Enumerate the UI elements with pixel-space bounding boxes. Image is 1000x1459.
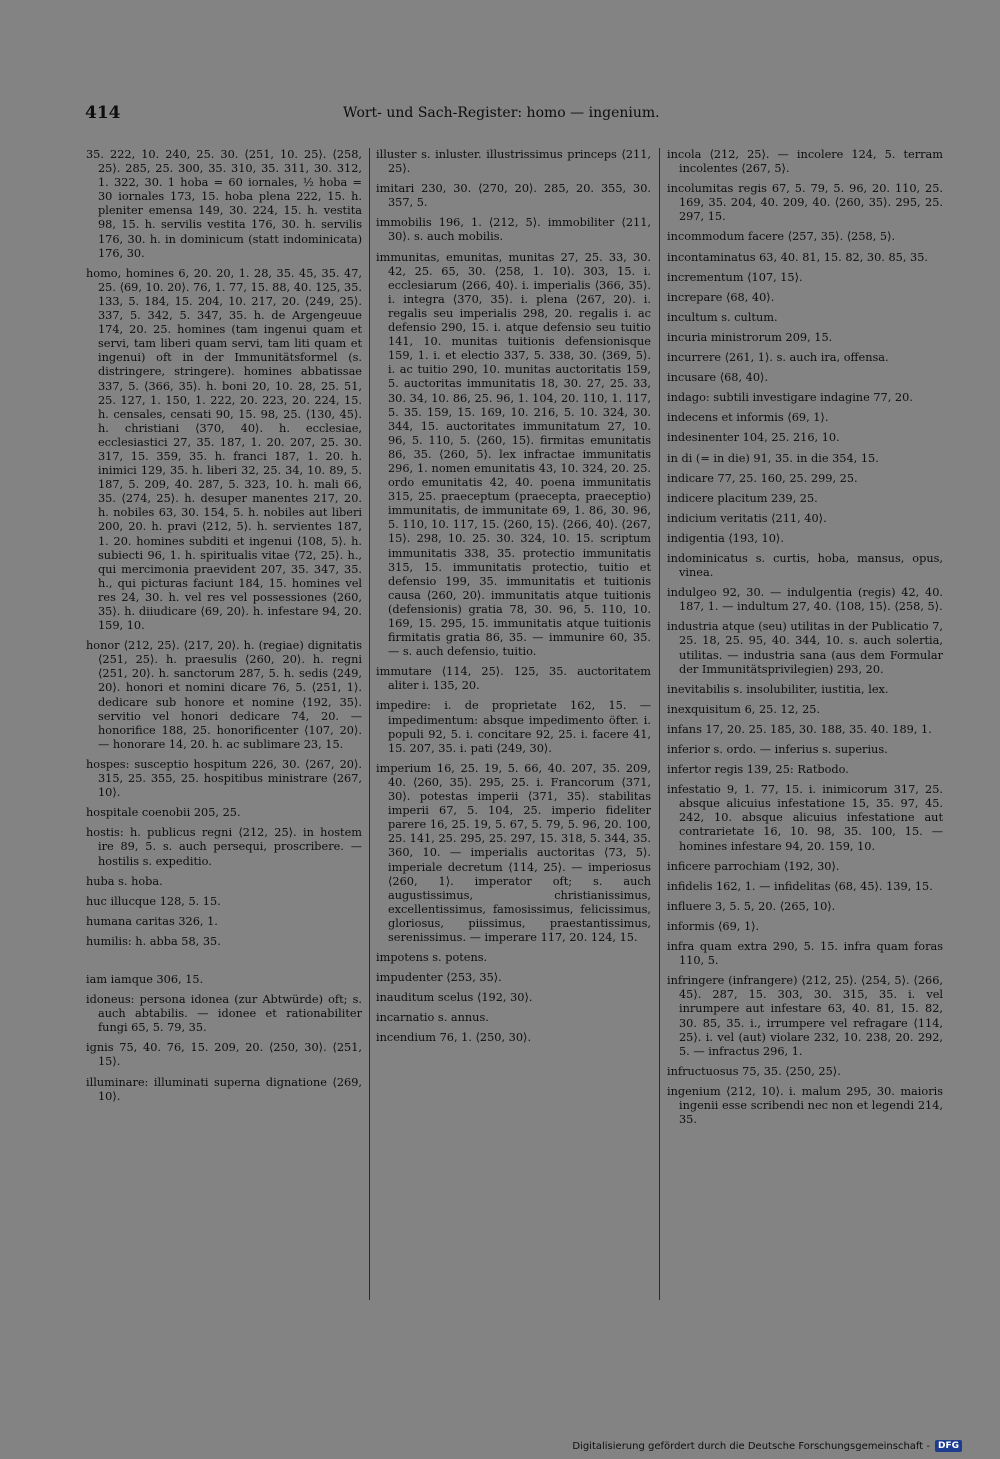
index-entry: incontaminatus 63, 40. 81, 15. 82, 30. 85, 35.: [667, 250, 928, 264]
index-entry: infra quam extra 290, 5. 15. infra quam foras 110, 5.: [667, 940, 943, 968]
index-entry: 35. 222, 10. 240, 25. 30. ⟨251, 10. 25⟩. ⟨258, 25⟩. 285, 25. 300, 35. 310, 35. 311, 30. 312, 1. 322, 30. 1 hoba = 60 iornales, ½ hoba = 30 iornales 173, 15. hoba plena 222, 15. h. pleniter emensa 149, 30. 224, 15. h. vestita 98, 15. h. servilis vestita 176, 30. h. servilis 176, 30. h. in dominicum (statt indominicata) 176, 30.: [86, 148, 362, 260]
page-header: [85, 103, 685, 129]
index-entry: infringere (infrangere) ⟨212, 25⟩. ⟨254, 5⟩. ⟨266, 45⟩. 287, 15. 303, 30. 315, 35. i. vel inrumpere aut infestare 63, 40. 81, 15. 82, 30. 85, 35. i., irrumpere vel refragare ⟨114, 25⟩. i. vel (aut) violare 232, 10. 238, 20. 292, 5. — infractus 296, 1.: [667, 974, 943, 1058]
page-number: 414: [85, 103, 121, 123]
running-title: Wort- und Sach-Register: homo — ingenium.: [343, 105, 660, 121]
column-rule: [369, 148, 370, 1300]
index-entry: infertor regis 139, 25: Ratbodo.: [667, 763, 849, 777]
index-entry: idoneus: persona idonea (zur Abtwürde) oft; s. auch abtabilis. — idonee et rationabiliter fungi 65, 5. 79, 35.: [86, 993, 362, 1035]
index-entry: incurrere ⟨261, 1⟩. s. auch ira, offensa.: [667, 351, 889, 365]
index-column-1: [86, 148, 362, 1110]
index-entry: indulgeo 92, 30. — indulgentia (regis) 42, 40. 187, 1. — indultum 27, 40. ⟨108, 15⟩. ⟨258, 5⟩.: [667, 586, 943, 614]
index-entry: impedire: i. de proprietate 162, 15. — impedimentum: absque impedimento öfter. i. populi 92, 5. i. concitare 92, 25. i. facere 41, 15. 207, 35. i. pati ⟨249, 30⟩.: [376, 699, 651, 755]
index-entry: indigentia ⟨193, 10⟩.: [667, 531, 784, 545]
index-entry: infestatio 9, 1. 77, 15. i. inimicorum 317, 25. absque alicuius infestatione 15, 35. 97, 45. 242, 10. absque alicuius infestatione aut contrarietate 16, 10. 98, 35. 100, 15. — homines infestare 94, 20. 159, 10.: [667, 783, 943, 853]
index-entry: hospitale coenobii 205, 25.: [86, 806, 241, 820]
index-entry: ingenium ⟨212, 10⟩. i. malum 295, 30. maioris ingenii esse scribendi nec non et legendi 214, 35.: [667, 1084, 943, 1127]
index-entry: infidelis 162, 1. — infidelitas ⟨68, 45⟩. 139, 15.: [667, 879, 933, 893]
index-entry: impudenter ⟨253, 35⟩.: [376, 971, 502, 985]
index-entry: incendium 76, 1. ⟨250, 30⟩.: [376, 1031, 532, 1045]
index-entry: impotens s. potens.: [376, 951, 488, 965]
index-entry: incrementum ⟨107, 15⟩.: [667, 270, 803, 284]
dfg-logo: DFG: [935, 1440, 962, 1452]
index-entry: immobilis 196, 1. ⟨212, 5⟩. immobiliter ⟨211, 30⟩. s. auch mobilis.: [376, 216, 651, 244]
index-column-3: [667, 148, 943, 1133]
index-entry: influere 3, 5. 5, 20. ⟨265, 10⟩.: [667, 899, 836, 913]
page-footer: [572, 1440, 962, 1452]
index-entry: inexquisitum 6, 25. 12, 25.: [667, 702, 821, 716]
index-entry: infans 17, 20. 25. 185, 30. 188, 35. 40. 189, 1.: [667, 722, 932, 736]
index-entry: indominicatus s. curtis, hoba, mansus, opus, vinea.: [667, 551, 943, 580]
index-entry: ignis 75, 40. 76, 15. 209, 20. ⟨250, 30⟩. ⟨251, 15⟩.: [86, 1041, 362, 1069]
index-column-2: [376, 148, 651, 1052]
index-entry: industria atque (seu) utilitas in der Publicatio 7, 25. 18, 25. 95, 40. 344, 10. s. auch solertia, utilitas. — industria sana (aus dem Formular der Immunitätsprivilegien) 293, 20.: [667, 620, 943, 676]
index-entry: increpare ⟨68, 40⟩.: [667, 290, 775, 304]
index-entry: hostis: h. publicus regni ⟨212, 25⟩. in hostem ire 89, 5. s. auch persequi, proscribere. — hostilis s. expeditio.: [86, 826, 362, 868]
index-entry: hospes: susceptio hospitum 226, 30. ⟨267, 20⟩. 315, 25. 355, 25. hospitibus ministrare ⟨267, 10⟩.: [86, 757, 362, 800]
index-entry: incola ⟨212, 25⟩. — incolere 124, 5. terram incolentes ⟨267, 5⟩.: [667, 148, 943, 176]
index-entry: indicium veritatis ⟨211, 40⟩.: [667, 511, 827, 525]
index-entry: indesinenter 104, 25. 216, 10.: [667, 431, 840, 445]
index-entry: infructuosus 75, 35. ⟨250, 25⟩.: [667, 1064, 841, 1078]
index-entry: huba s. hoba.: [86, 874, 163, 888]
index-entry: immutare ⟨114, 25⟩. 125, 35. auctoritatem aliter i. 135, 20.: [376, 665, 651, 693]
index-entry: illuminare: illuminati superna dignatione ⟨269, 10⟩.: [86, 1075, 362, 1103]
index-entry: iam iamque 306, 15.: [86, 972, 204, 986]
footer-credit: Digitalisierung gefördert durch die Deutsche Forschungsgemeinschaft -: [572, 1440, 930, 1452]
index-entry: indicare 77, 25. 160, 25. 299, 25.: [667, 471, 858, 485]
index-entry: inauditum scelus ⟨192, 30⟩.: [376, 991, 533, 1005]
index-entry: informis ⟨69, 1⟩.: [667, 919, 760, 933]
index-entry: imperium 16, 25. 19, 5. 66, 40. 207, 35. 209, 40. ⟨260, 35⟩. 295, 25. i. Francorum ⟨371, 30⟩. potestas imperii ⟨371, 35⟩. stabilitas imperii 67, 5. 104, 25. imperio fideliter parere 16, 25. 19, 5. 67, 5. 79, 5. 96, 20. 100, 25. 141, 25. 295, 25. 297, 15. 318, 5. 344, 35. 360, 10. — imperialis auctoritas ⟨73, 5⟩. imperiale decretum ⟨114, 25⟩. — imperiosus ⟨260, 1⟩. imperator oft; s. auch augustissimus, christianissimus, excellentissimus, famosissimus, felicissimus, gloriosus, piissimus, praestantissimus, serenissimus. — imperare 117, 20. 124, 15.: [376, 761, 651, 944]
index-entry: incommodum facere ⟨257, 35⟩. ⟨258, 5⟩.: [667, 230, 896, 244]
index-entry: indecens et informis ⟨69, 1⟩.: [667, 411, 829, 425]
index-entry: imitari 230, 30. ⟨270, 20⟩. 285, 20. 355, 30. 357, 5.: [376, 182, 651, 210]
index-entry: incarnatio s. annus.: [376, 1011, 489, 1025]
index-entry: indicere placitum 239, 25.: [667, 491, 818, 505]
index-entry: incultum s. cultum.: [667, 310, 778, 324]
index-entry: inevitabilis s. insolubiliter, iustitia, lex.: [667, 682, 889, 696]
index-entry: inficere parrochiam ⟨192, 30⟩.: [667, 859, 840, 873]
index-entry: incolumitas regis 67, 5. 79, 5. 96, 20. 110, 25. 169, 35. 204, 40. 209, 40. ⟨260, 35⟩. 295, 25. 297, 15.: [667, 182, 943, 224]
index-entry: illuster s. inluster. illustrissimus princeps ⟨211, 25⟩.: [376, 148, 651, 176]
index-entry: humana caritas 326, 1.: [86, 914, 218, 928]
index-entry: immunitas, emunitas, munitas 27, 25. 33, 30. 42, 25. 65, 30. ⟨258, 1. 10⟩. 303, 15. i. ecclesiarum ⟨266, 40⟩. i. imperialis ⟨366, 35⟩. i. integra ⟨370, 35⟩. i. plena ⟨267, 20⟩. i. regalis seu imperialis 298, 20. regalis i. ac defensio 290, 15. i. atque defensio seu tuitio 141, 10. munitas tuitionis defensionisque 159, 1. i. et electio 337, 5. 338, 30. ⟨369, 5⟩. i. ac tuitio 290, 10. munitas auctoritatis 159, 5. auctoritas immunitatis 18, 30. 27, 25. 33, 30. 34, 10. 86, 25. 96, 1. 104, 20. 110, 1. 117, 5. 35. 159, 15. 169, 10. 216, 5. 10. 324, 30. 344, 15. auctoritates immunitatum 27, 10. 96, 5. 110, 5. ⟨260, 15⟩. firmitas emunitatis 86, 35. ⟨260, 5⟩. lex infractae immunitatis 296, 1. nomen emunitatis 43, 10. 324, 20. 25. ordo emunitatis 42, 40. poena immunitatis 315, 25. praeceptum (praecepta, praeceptio) immunitatis, de immunitate 69, 1. 86, 30. 96, 5. 110, 10. 117, 15. ⟨260, 15⟩. ⟨266, 40⟩. ⟨267, 15⟩. 298, 10. 25. 30. 324, 10. 15. scriptum immunitatis 338, 35. protectio immunitatis 315, 15. immunitatis protectio, tuitio et defensio 199, 35. immunitatis et tuitionis causa ⟨260, 20⟩. immunitatis atque tuitionis (defensionis) gratia 78, 30. 96, 5. 110, 10. 169, 15. 295, 15. immunitatis atque tuitionis firmitatis gratia 86, 35. — immunire 60, 35. — s. auch defensio, tuitio.: [376, 250, 651, 659]
index-entry: incuria ministrorum 209, 15.: [667, 330, 833, 344]
index-entry: indago: subtili investigare indagine 77, 20.: [667, 391, 913, 405]
index-entry: honor ⟨212, 25⟩. ⟨217, 20⟩. h. (regiae) dignitatis ⟨251, 25⟩. h. praesulis ⟨260, 20⟩. h. regni ⟨251, 20⟩. h. sanctorum 287, 5. h. sedis ⟨249, 20⟩. honori et nomini dicare 76, 5. ⟨251, 1⟩. dedicare sub honore et nomine ⟨192, 35⟩. servitio vel honori dedicare 74, 20. — honorifice 188, 25. honorificenter ⟨107, 20⟩. — honorare 14, 20. h. ac sublimare 23, 15.: [86, 639, 362, 751]
index-entry: incusare ⟨68, 40⟩.: [667, 371, 769, 385]
index-entry: humilis: h. abba 58, 35.: [86, 934, 221, 948]
index-entry: huc illucque 128, 5. 15.: [86, 894, 221, 908]
index-entry: inferior s. ordo. — inferius s. superius.: [667, 743, 888, 756]
index-entry: in di (= in die) 91, 35. in die 354, 15.: [667, 451, 879, 465]
column-rule: [659, 148, 660, 1300]
index-entry: homo, homines 6, 20. 20, 1. 28, 35. 45, 35. 47, 25. ⟨69, 10. 20⟩. 76, 1. 77, 15. 88, 40. 125, 35. 133, 5. 184, 15. 204, 10. 217, 20. ⟨249, 25⟩. 337, 5. 342, 5. 347, 35. h. de Argengeuue 174, 20. 25. homines (tam ingenui quam et servi, tam liberi quam servi, tam liti quam et ingenui) oft in der Immunitätsformel (s. distringere, stringere). homines abbatissae 337, 5. ⟨366, 35⟩. h. boni 20, 10. 28, 25. 51, 25. 127, 1. 150, 1. 222, 20. 223, 20. 224, 15. h. censales, censati 90, 15. 98, 25. ⟨130, 45⟩. h. christiani ⟨370, 40⟩. h. ecclesiae, ecclesiastici 27, 35. 187, 1. 20. 207, 25. 30. 317, 15. 359, 35. h. franci 187, 1. 20. h. inimici 129, 35. h. liberi 32, 25. 34, 10. 89, 5. 187, 5. 209, 40. 287, 5. 323, 10. h. mali 66, 35. ⟨274, 25⟩. h. desuper manentes 217, 20. h. nobiles 63, 30. 154, 5. h. nobiles aut liberi 200, 20. h. pravi ⟨212, 5⟩. h. servientes 187, 1. 20. homines subditi et ingenui ⟨108, 5⟩. h. subiecti 96, 1. h. spiritualis vitae ⟨72, 25⟩. h., qui mercimonia praevident 207, 35. 347, 35. h., qui picturas faciunt 184, 15. homines vel res 24, 30. h. vel res vel possessiones ⟨260, 35⟩. h. diiudicare ⟨69, 20⟩. h. infestare 94, 20. 159, 10.: [86, 266, 362, 633]
